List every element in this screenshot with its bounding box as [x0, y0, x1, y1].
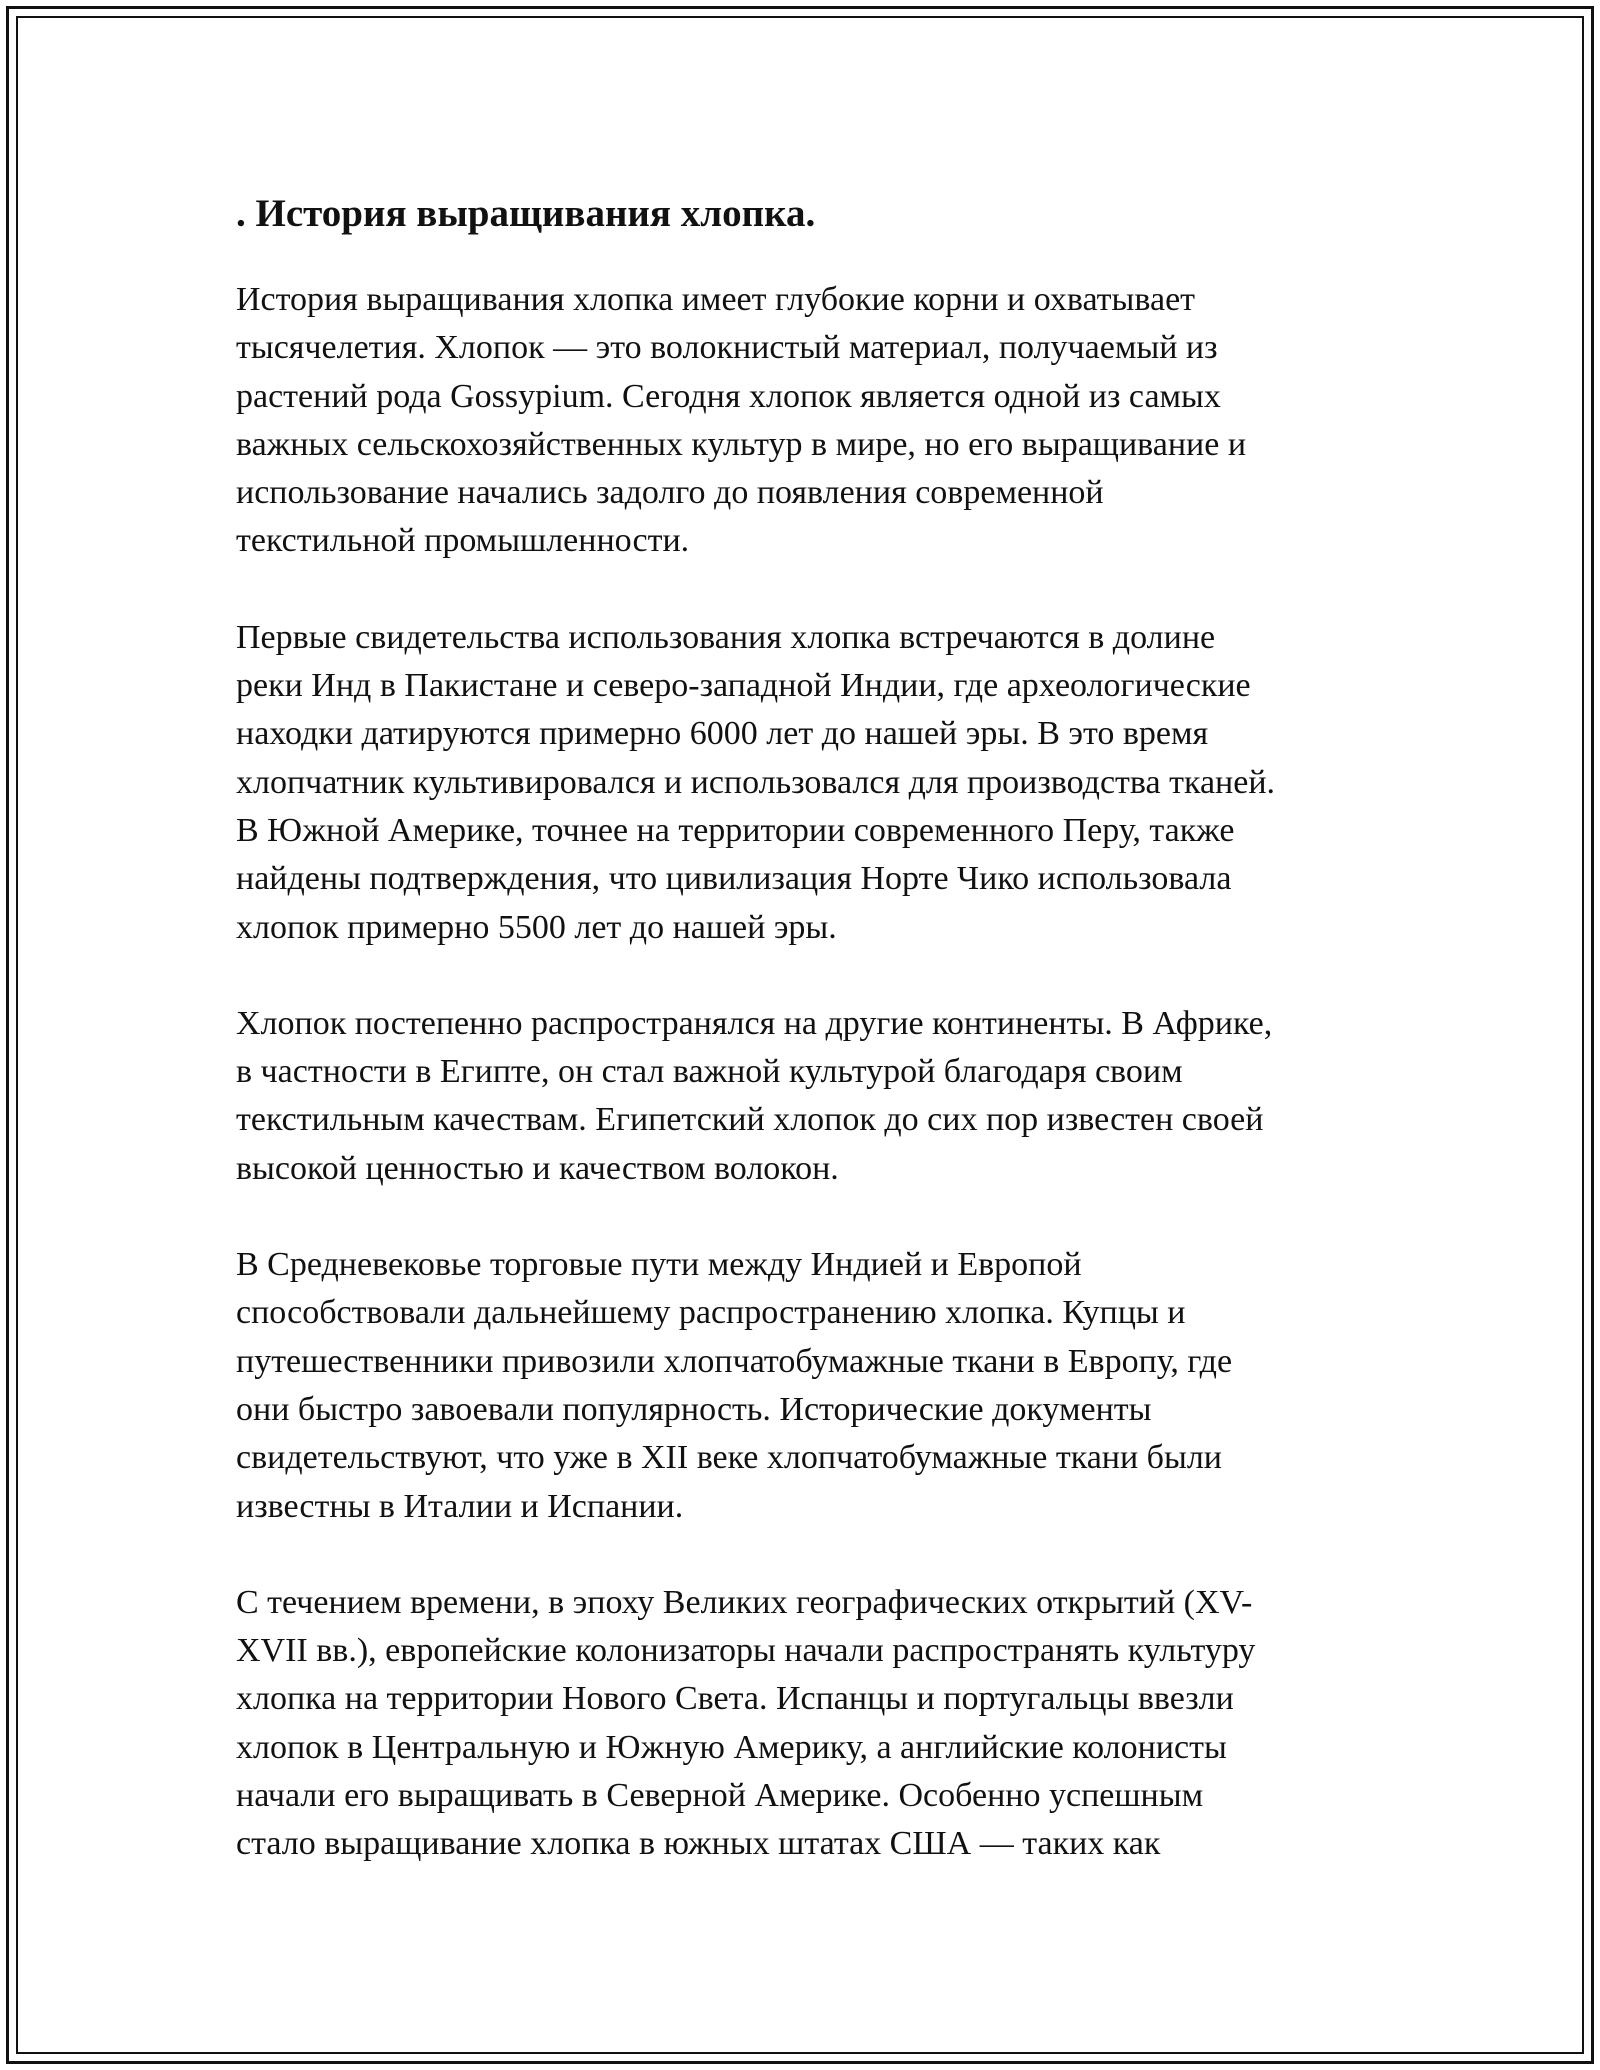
paragraph-origins: Первые свидетельства использования хлопка встречаются в долине реки Инд в Пакистане и северо-западной Индии, где археологические находки датируются примерно 6000 лет до нашей эры. В это время хлопчатник культивировался и использовался для производства тканей. В Южной Америке, точнее на территории современного Перу, также найдены подтверждения, что цивилизация Норте Чико использовала хлопок примерно 5500 лет до нашей эры.	[236, 618, 1276, 946]
document-body	[236, 186, 1386, 1917]
paragraph-new-world: С течением времени, в эпоху Великих географических открытий (XV- XVII вв.), европейские колонизаторы начали распространять культуру хлопка на территории Нового Света. Испанцы и португальцы ввезли хлопок в Центральную и Южную Америку, а английские колонисты начали его выращивать в Северной Америке. Особенно успешным стало выращивание хлопка в южных штатах США — таких как	[236, 1583, 1256, 1863]
paragraph-intro: История выращивания хлопка имеет глубокие корни и охватывает тысячелетия. Хлопок — это волокнистый материал, получаемый из растений рода Gossypium. Сегодня хлопок является одной из самых важных сельскохозяйственных культур в мире, но его выращивание и использование начались задолго до появления современной текстильной промышленности.	[236, 281, 1247, 560]
page-title: . История выращивания хлопка.	[236, 192, 816, 235]
paragraph-middle-ages: В Средневековье торговые пути между Индией и Европой способствовали дальнейшему распространению хлопка. Купцы и путешественники привозили хлопчатобумажные ткани в Европу, где они быстро завоевали популярность. Исторические документы свидетельствуют, что уже в XII веке хлопчатобумажные ткани были известны в Италии и Испании.	[236, 1246, 1233, 1525]
paragraph-spread: Хлопок постепенно распространялся на другие континенты. В Африке, в частности в Египте, он стал важной культурой благодаря своим текстильным качествам. Египетский хлопок до сих пор известен своей высокой ценностью и качеством волокон.	[236, 1004, 1273, 1187]
